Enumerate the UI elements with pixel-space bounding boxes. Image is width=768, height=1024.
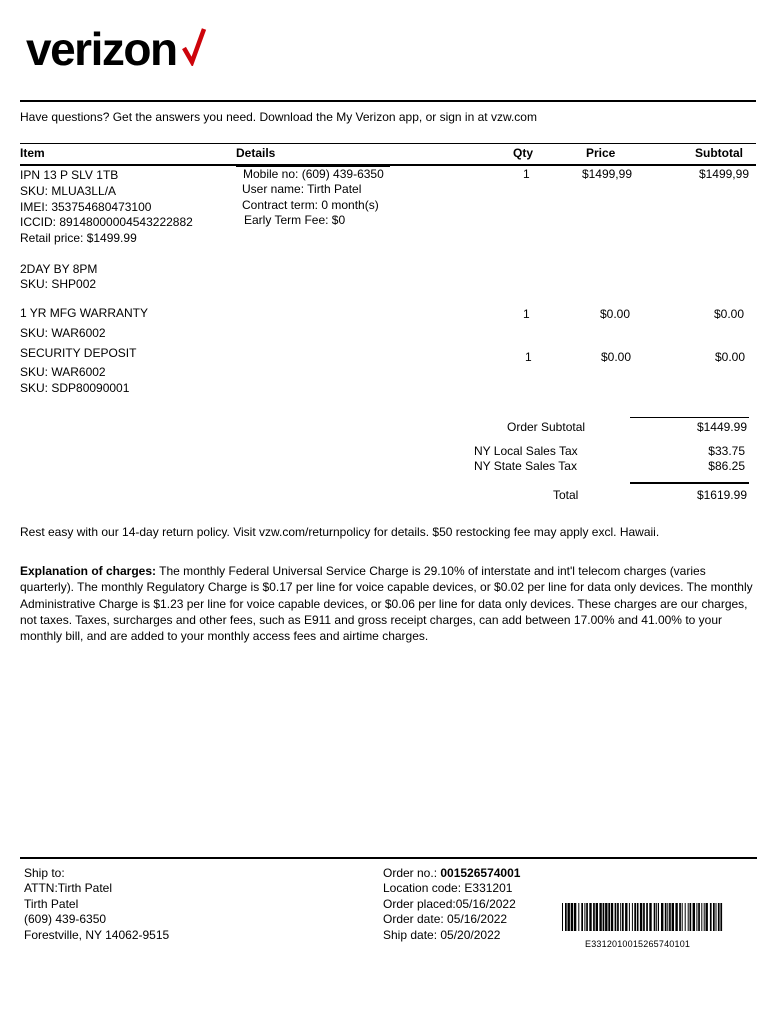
charges-explanation	[20, 563, 755, 644]
price-cell: $0.00	[599, 307, 630, 321]
price-cell: $1499,99	[581, 167, 632, 181]
barcode-bar	[625, 903, 627, 931]
barcode-bar	[578, 903, 579, 931]
col-header-qty: Qty	[513, 146, 534, 160]
barcode-bar	[643, 903, 645, 931]
barcode-bar	[665, 903, 667, 931]
item-line: IPN 13 P SLV 1TB	[20, 168, 119, 182]
order-placed: Order placed:05/16/2022	[383, 897, 516, 911]
col-header-item: Item	[20, 146, 45, 160]
item-line: SKU: WAR6002	[20, 326, 106, 340]
ship-to-line: Tirth Patel	[24, 897, 79, 911]
barcode-bar	[608, 903, 610, 931]
barcode-bar	[632, 903, 633, 931]
checkmark-icon	[182, 26, 232, 66]
barcode-bar	[586, 903, 588, 931]
local-tax-value: $33.75	[708, 444, 745, 458]
order-date: Order date: 05/16/2022	[383, 912, 508, 926]
item-line: SKU: WAR6002	[20, 365, 106, 379]
header-divider	[20, 100, 756, 102]
price-cell: $0.00	[600, 350, 631, 364]
barcode-bar	[589, 903, 591, 931]
barcode-bar	[603, 903, 605, 931]
charges-label: Explanation of charges:	[20, 564, 157, 578]
col-header-price: Price	[586, 146, 616, 160]
barcode-number: E3312010015265740101	[585, 939, 691, 949]
item-line: IMEI: 353754680473100	[20, 200, 152, 214]
barcode-bar	[599, 903, 601, 931]
order-number	[383, 865, 520, 881]
barcode-bar	[622, 903, 624, 931]
barcode-bar	[675, 903, 677, 931]
qty-cell: 1	[525, 350, 532, 364]
order-number-value: 001526574001	[440, 866, 521, 880]
barcode-bar	[716, 903, 717, 931]
local-tax-label: NY Local Sales Tax	[474, 444, 578, 458]
footer-divider	[20, 857, 757, 859]
order-subtotal-value: $1449.99	[696, 420, 747, 434]
col-header-subtotal: Subtotal	[695, 146, 743, 160]
item-line: SECURITY DEPOSIT	[20, 346, 137, 360]
barcode-bar	[658, 903, 659, 931]
barcode-bar	[596, 903, 598, 931]
barcode-bar	[562, 903, 563, 931]
location-code: Location code: E331201	[383, 881, 513, 895]
qty-cell: 1	[523, 167, 530, 181]
subtotal-rule	[630, 417, 749, 418]
barcode-bar	[661, 903, 663, 931]
barcode-bar	[706, 903, 708, 931]
barcode-bar	[704, 903, 705, 931]
ship-to-line: ATTN:Tirth Patel	[24, 881, 113, 895]
item-line: ICCID: 89148000004543222882	[20, 215, 193, 229]
total-rule	[630, 482, 749, 484]
barcode-bar	[679, 903, 681, 931]
barcode-bar	[634, 903, 636, 931]
detail-line: User name: Tirth Patel	[242, 182, 362, 196]
barcode-bar	[656, 903, 657, 931]
state-tax-label: NY State Sales Tax	[474, 459, 577, 473]
barcode-bar	[649, 903, 651, 931]
barcode-bar	[571, 903, 573, 931]
barcode-bar	[672, 903, 674, 931]
barcode-bar	[646, 903, 648, 931]
barcode-bar	[713, 903, 715, 931]
state-tax-value: $86.25	[708, 459, 745, 473]
detail-line: Mobile no: (609) 439-6350	[243, 167, 384, 181]
verizon-logo	[26, 23, 177, 75]
logo-wordmark: verizon	[26, 23, 177, 75]
barcode-bar	[720, 903, 722, 931]
barcode-bar	[710, 903, 712, 931]
barcode-bar	[574, 903, 576, 931]
charges-text: The monthly Federal Universal Service Charge is 29.10% of interstate and int'l telecom charges (varies quarterly). The monthly Regulatory Charge is $0.17 per line for voice capable devices, or $0.02 per line for data only devices. The monthly Administrative Charge is $1.23 per line for voice capable devices, or $0.06 per line for data only devices. These charges are our charges, not taxes. Taxes, surcharges and other fees, such as E911 and gross receipt charges, can add between 17.00% and 41.00% to your monthly bill, and are added to your monthly access fees and airtime charges.	[20, 564, 753, 644]
ship-to-label: Ship to:	[24, 866, 65, 880]
barcode-bar	[685, 903, 686, 931]
item-line: Retail price: $1499.99	[20, 231, 137, 245]
qty-cell: 1	[523, 307, 530, 321]
order-subtotal-label: Order Subtotal	[507, 420, 586, 434]
ship-to-line: (609) 439-6350	[24, 912, 107, 926]
col-header-details: Details	[236, 146, 276, 160]
barcode-bar	[615, 903, 617, 931]
return-policy-text: Rest easy with our 14-day return policy. Visit vzw.com/returnpolicy for details. $50 restocking fee may apply excl. Hawaii.	[20, 525, 660, 539]
barcode-bar	[568, 903, 570, 931]
detail-line: Contract term: 0 month(s)	[242, 198, 379, 212]
barcode-bar	[620, 903, 621, 931]
barcode-bar	[565, 903, 567, 931]
barcode-image	[562, 903, 724, 931]
barcode-bar	[617, 903, 619, 931]
barcode-bar	[682, 903, 683, 931]
order-number-label: Order no.:	[383, 866, 441, 880]
barcode-bar	[688, 903, 689, 931]
subtotal-cell: $0.00	[714, 350, 745, 364]
barcode-bar	[690, 903, 692, 931]
item-line: 1 YR MFG WARRANTY	[20, 306, 149, 320]
barcode-bar	[637, 903, 639, 931]
barcode-bar	[669, 903, 671, 931]
item-line: SKU: SHP002	[20, 277, 97, 291]
barcode-bar	[696, 903, 697, 931]
barcode-bar	[654, 903, 656, 931]
item-line: SKU: MLUA3LL/A	[20, 184, 117, 198]
barcode-bar	[611, 903, 613, 931]
barcode-bar	[629, 903, 630, 931]
barcode-bar	[698, 903, 700, 931]
subtotal-cell: $0.00	[713, 307, 744, 321]
barcode-bar	[718, 903, 720, 931]
total-label: Total	[553, 488, 579, 502]
total-value: $1619.99	[696, 488, 747, 502]
barcode-bar	[581, 903, 583, 931]
subtotal-cell: $1499,99	[698, 167, 749, 181]
ship-to-line: Forestville, NY 14062-9515	[24, 928, 170, 942]
intro-text: Have questions? Get the answers you need. Download the My Verizon app, or sign in at vzw.com	[20, 110, 537, 124]
barcode-bar	[701, 903, 702, 931]
table-top-rule	[20, 143, 756, 144]
barcode-bar	[584, 903, 585, 931]
barcode-bar	[693, 903, 695, 931]
barcode-bar	[667, 903, 668, 931]
barcode-bar	[593, 903, 595, 931]
item-line: SKU: SDP80090001	[20, 381, 130, 395]
detail-line: Early Term Fee: $0	[244, 213, 346, 227]
barcode-bar	[605, 903, 607, 931]
barcode-bar	[640, 903, 642, 931]
ship-date: Ship date: 05/20/2022	[383, 928, 501, 942]
item-line: 2DAY BY 8PM	[20, 262, 98, 276]
